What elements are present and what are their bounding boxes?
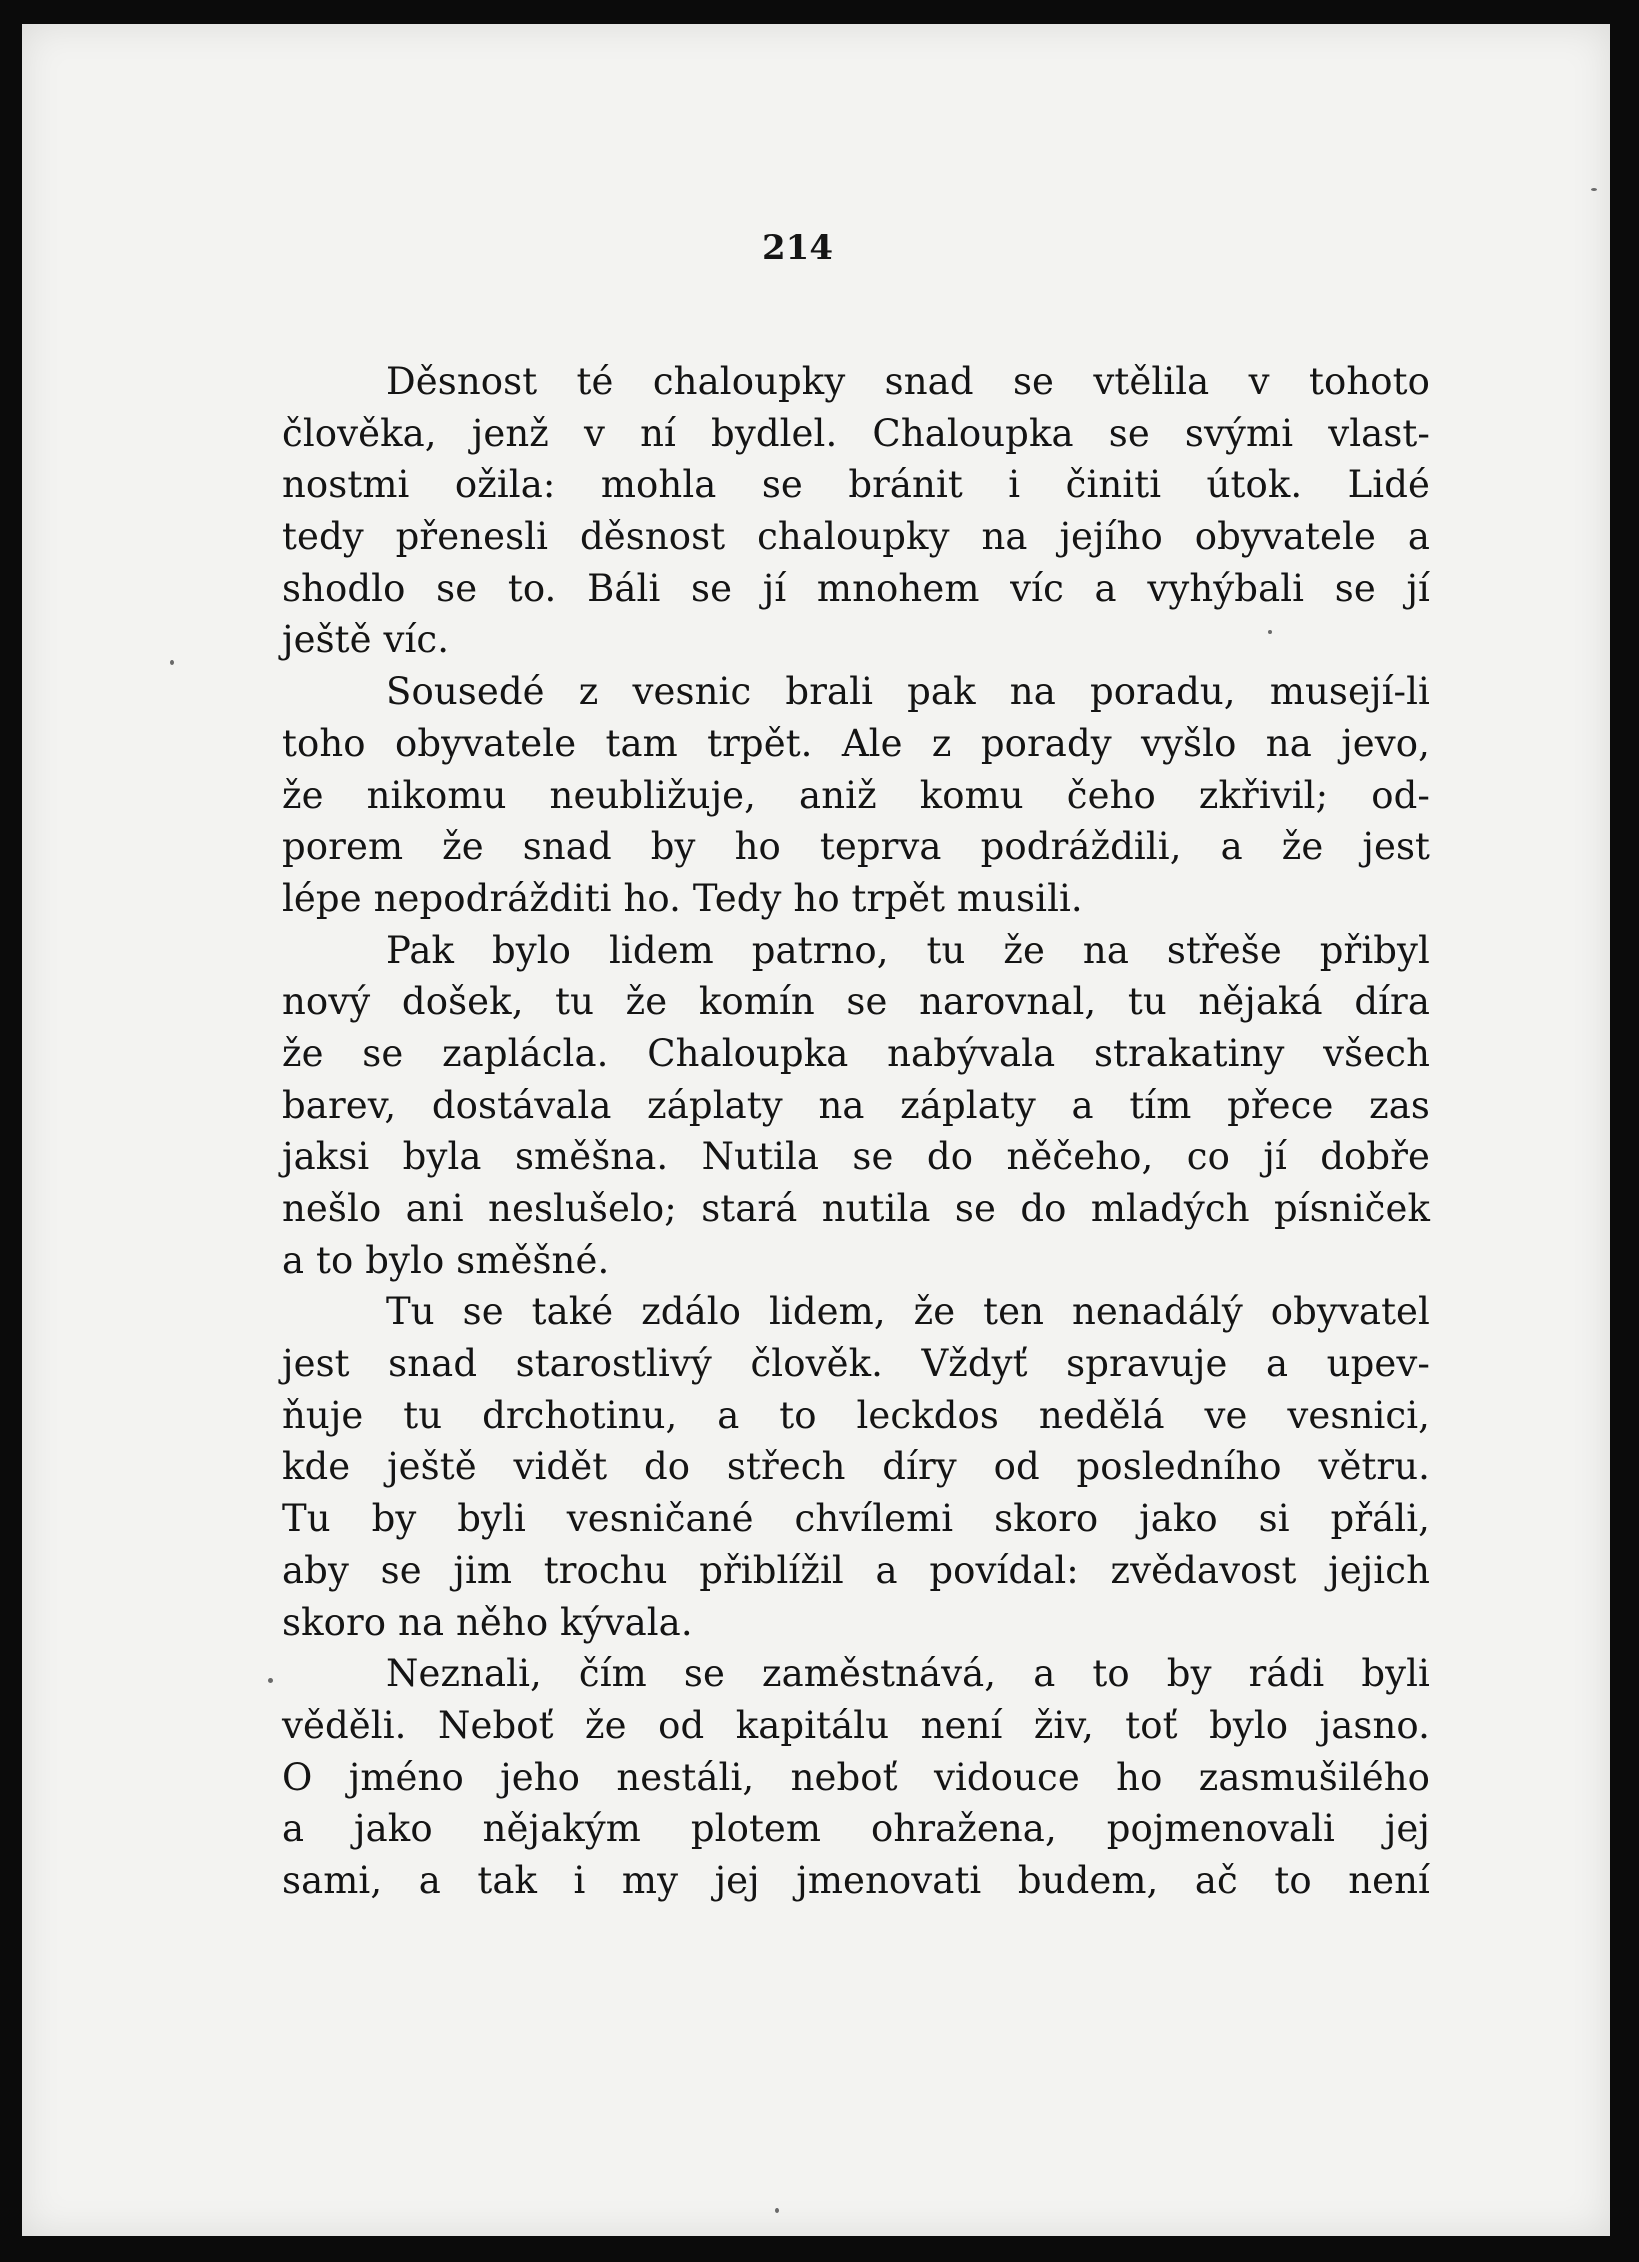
text-line: Děsnost té chaloupky snad se vtělila v tohoto bbox=[386, 360, 1430, 403]
text-line: O jméno jeho nestáli, neboť vidouce ho zasmušilého bbox=[282, 1755, 1430, 1799]
text-line: tedy přenesli děsnost chaloupky na jejího obyvatele a bbox=[282, 515, 1430, 559]
text-line: Neznali, čím se zaměstnává, a to by rádi byli bbox=[386, 1652, 1430, 1696]
text-line: lépe nepodrážditi ho. Tedy ho trpět musili. bbox=[282, 876, 1083, 920]
text-line: Tu by byli vesničané chvílemi skoro jako si přáli, bbox=[282, 1497, 1430, 1541]
text-line: nový došek, tu že komín se narovnal, tu nějaká díra bbox=[282, 980, 1430, 1024]
text-line: shodlo se to. Báli se jí mnohem víc a vyhýbali se jí bbox=[282, 566, 1430, 610]
text-line: nešlo ani neslušelo; stará nutila se do mladých písniček bbox=[282, 1187, 1430, 1230]
dust-speck bbox=[1591, 188, 1597, 191]
text-line: Tu se také zdálo lidem, že ten nenadálý obyvatel bbox=[386, 1290, 1430, 1334]
text-line: toho obyvatele tam trpět. Ale z porady vyšlo na jevo, bbox=[282, 721, 1430, 765]
text-line: ňuje tu drchotinu, a to leckdos nedělá ve vesnici, bbox=[282, 1393, 1430, 1437]
text-line: a jako nějakým plotem ohražena, pojmenovali jej bbox=[282, 1807, 1430, 1851]
page-number: 214 bbox=[762, 228, 833, 268]
text-line: nostmi ožila: mohla se bránit i činiti útok. Lidé bbox=[282, 463, 1430, 507]
text-line: věděli. Neboť že od kapitálu není živ, toť bylo jasno. bbox=[282, 1703, 1430, 1747]
text-line: porem že snad by ho teprva podráždili, a že jest bbox=[282, 825, 1430, 869]
text-line: že nikomu neubližuje, aniž komu čeho zkřivil; od- bbox=[282, 773, 1430, 817]
dust-speck bbox=[268, 1678, 273, 1683]
dust-speck bbox=[775, 2208, 779, 2213]
text-line: aby se jim trochu přiblížil a povídal: zvědavost jejich bbox=[282, 1548, 1430, 1592]
text-line: jest snad starostlivý člověk. Vždyť spravuje a upev- bbox=[282, 1342, 1430, 1386]
text-line: Sousedé z vesnic brali pak na poradu, musejí-li bbox=[386, 670, 1430, 714]
text-line: že se zaplácla. Chaloupka nabývala strakatiny všech bbox=[282, 1031, 1430, 1075]
body-text bbox=[282, 356, 1430, 1907]
dust-speck bbox=[170, 660, 174, 665]
text-line: Pak bylo lidem patrno, tu že na střeše přibyl bbox=[386, 928, 1430, 972]
text-line: ještě víc. bbox=[282, 618, 450, 662]
text-line: člověka, jenž v ní bydlel. Chaloupka se svými vlast- bbox=[282, 411, 1430, 455]
text-line: jaksi byla směšna. Nutila se do něčeho, co jí dobře bbox=[282, 1135, 1430, 1179]
text-line: skoro na něho kývala. bbox=[282, 1600, 693, 1644]
text-line: barev, dostávala záplaty na záplaty a tím přece zas bbox=[282, 1083, 1430, 1127]
text-line: kde ještě vidět do střech díry od posledního větru. bbox=[282, 1445, 1430, 1489]
text-line: sami, a tak i my jej jmenovati budem, ač to není bbox=[282, 1858, 1430, 1902]
text-line: a to bylo směšné. bbox=[282, 1238, 610, 1282]
